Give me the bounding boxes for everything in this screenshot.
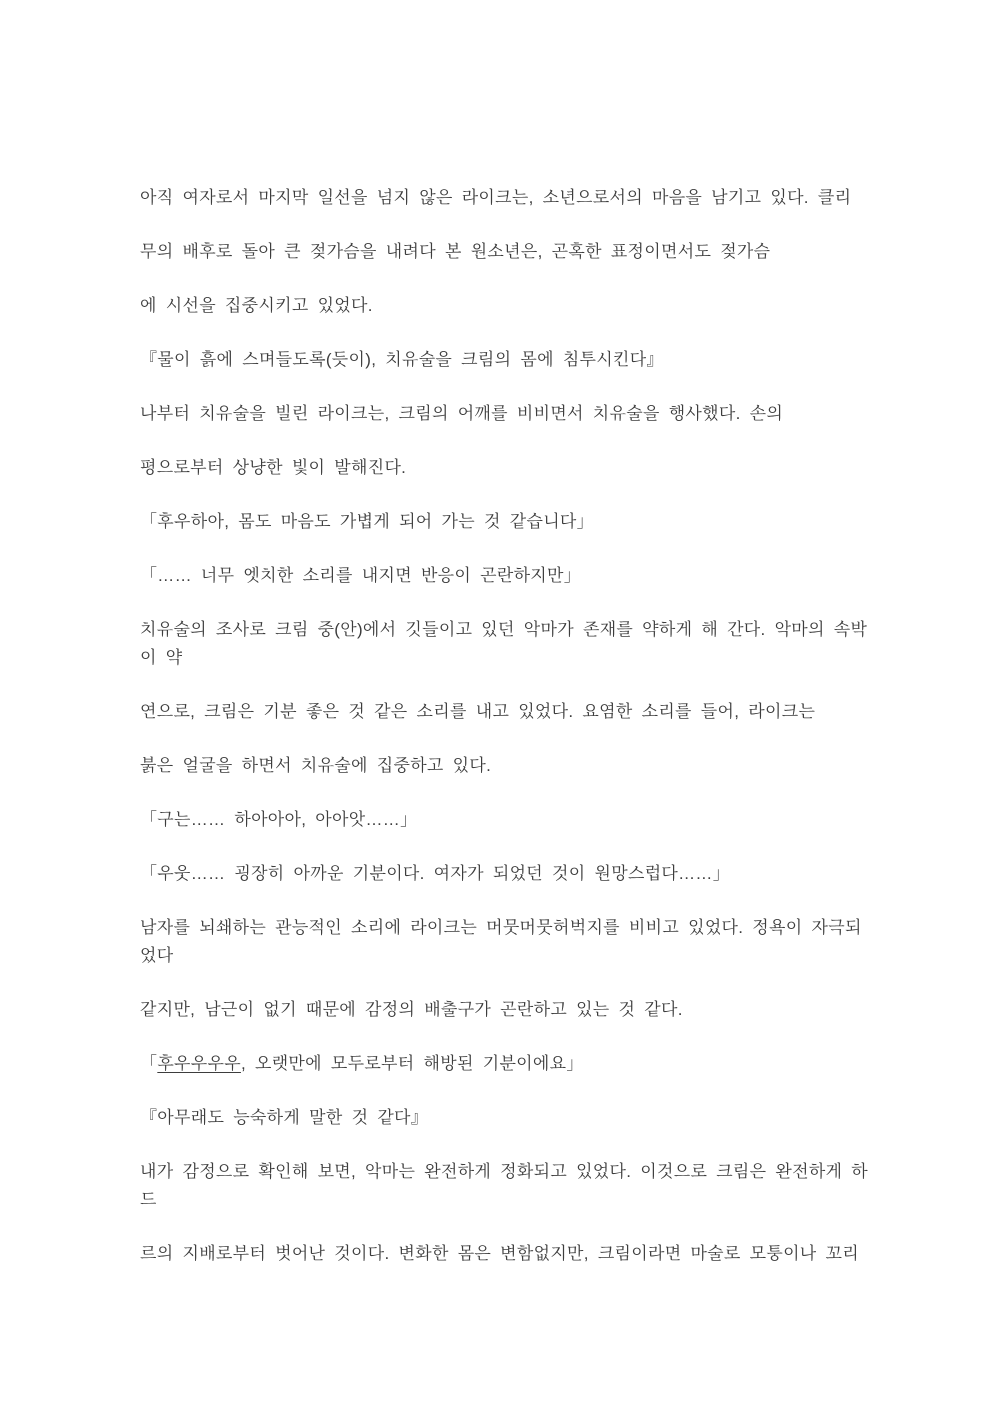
text-line: 나부터 치유술을 빌린 라이크는, 크림의 어깨를 비비면서 치유술을 행사했다. 손의 (140, 404, 784, 423)
paragraph (140, 914, 880, 970)
text-line: 「…… 너무 엣치한 소리를 내지면 반응이 곤란하지만」 (140, 566, 582, 585)
paragraph (140, 508, 880, 536)
text-line: 이 약 (140, 648, 183, 667)
text-line: 었다 (140, 946, 174, 965)
quote-bracket: 「 (140, 1054, 158, 1073)
underlined-text: 후우우우우 (157, 1054, 241, 1073)
text-line: 무의 배후로 돌아 큰 젖가슴을 내려다 본 원소년은, 곤혹한 표정이면서도 젖가슴 (140, 242, 771, 261)
text-line: 『아무래도 능숙하게 말한 것 같다』 (140, 1108, 429, 1127)
line-text: , 오랫만에 모두로부터 해방된 기분이에요」 (240, 1054, 584, 1073)
paragraph (140, 1240, 880, 1268)
text-line: 「구는…… 하아아아, 아아앗……」 (140, 810, 418, 829)
text-line: 평으로부터 상냥한 빛이 발해진다. (140, 458, 407, 477)
paragraph (140, 860, 880, 888)
text-line: 내가 감정으로 확인해 보면, 악마는 완전하게 정화되고 있었다. 이것으로 크림은 완전하게 하 (140, 1162, 869, 1181)
paragraph (140, 292, 880, 320)
text-line: 연으로, 크림은 기분 좋은 것 같은 소리를 내고 있었다. 요염한 소리를 들어, 라이크는 (140, 702, 816, 721)
paragraph (140, 698, 880, 726)
paragraph (140, 238, 880, 266)
text-line: 「우웃…… 굉장히 아까운 기분이다. 여자가 되었던 것이 원망스럽다……」 (140, 864, 731, 883)
paragraph (140, 346, 880, 374)
paragraph (140, 454, 880, 482)
paragraph (140, 562, 880, 590)
text-line: 붉은 얼굴을 하면서 치유술에 집중하고 있다. (140, 756, 492, 775)
text-line (140, 1050, 880, 1078)
document-body (140, 184, 880, 1294)
text-line: 르의 지배로부터 벗어난 것이다. 변화한 몸은 변함없지만, 크림이라면 마술로 모퉁이나 꼬리 (140, 1244, 859, 1263)
paragraph (140, 1104, 880, 1132)
paragraph (140, 996, 880, 1024)
text-line: 같지만, 남근이 없기 때문에 감정의 배출구가 곤란하고 있는 것 같다. (140, 1000, 683, 1019)
paragraph (140, 1050, 880, 1078)
text-line: 드 (140, 1190, 157, 1209)
text-line: 에 시선을 집중시키고 있었다. (140, 296, 373, 315)
paragraph (140, 184, 880, 212)
text-line: 『물이 흙에 스며들도록(듯이), 치유술을 크림의 몸에 침투시킨다』 (140, 350, 664, 369)
text-line: 남자를 뇌쇄하는 관능적인 소리에 라이크는 머뭇머뭇허벅지를 비비고 있었다. 정욕이 자극되 (140, 918, 862, 937)
text-line: 치유술의 조사로 크림 중(안)에서 깃들이고 있던 악마가 존재를 약하게 해 간다. 악마의 속박 (140, 620, 868, 639)
text-line: 아직 여자로서 마지막 일선을 넘지 않은 라이크는, 소년으로서의 마음을 남기고 있다. 클리 (140, 188, 852, 207)
text-line: 「후우하아, 몸도 마음도 가볍게 되어 가는 것 같습니다」 (140, 512, 594, 531)
paragraph (140, 1158, 880, 1214)
paragraph (140, 400, 880, 428)
paragraph (140, 806, 880, 834)
paragraph (140, 616, 880, 672)
paragraph (140, 752, 880, 780)
